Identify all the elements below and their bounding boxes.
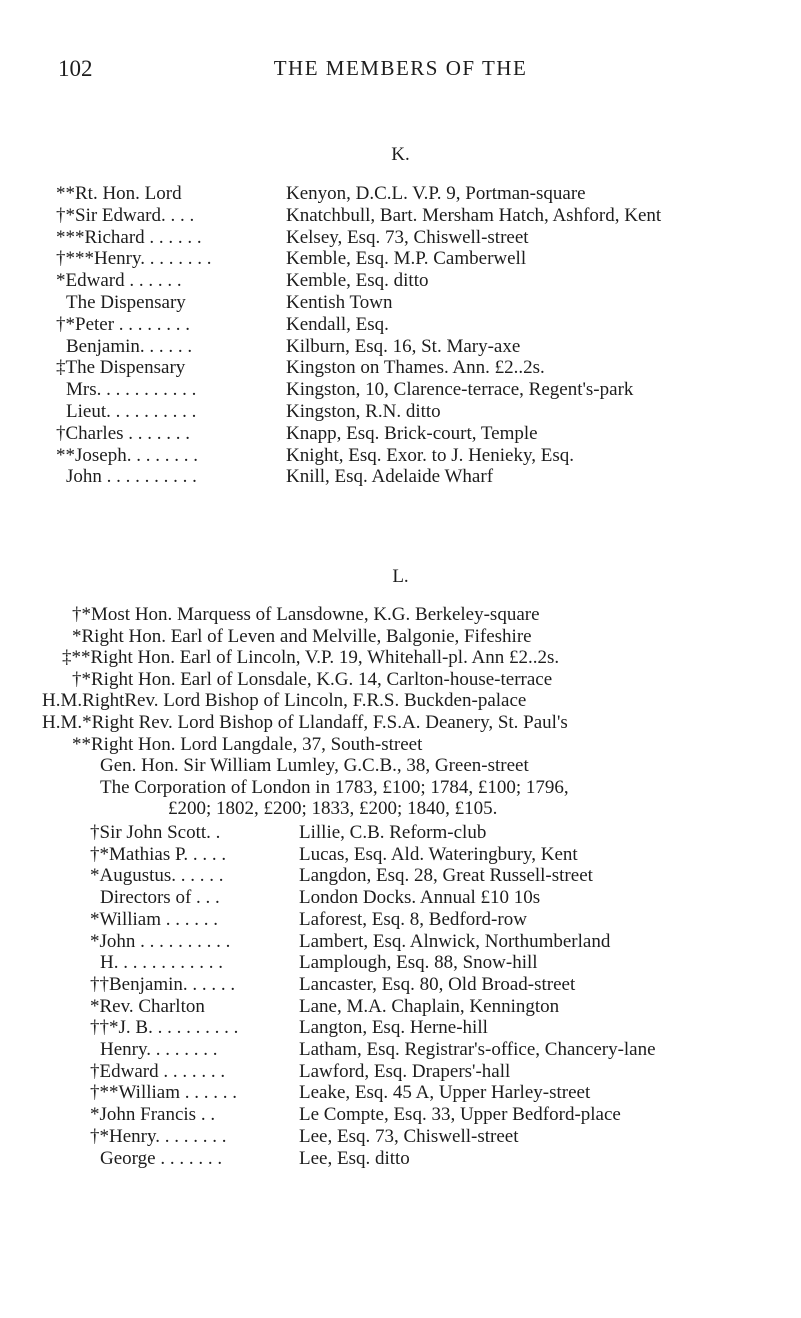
- list-line: Gen. Hon. Sir William Lumley, G.C.B., 38, Green-street: [100, 755, 529, 777]
- entry-detail: Kingston, R.N. ditto: [286, 401, 441, 422]
- section-letter-l: L.: [392, 566, 409, 587]
- list-entry: [0, 1017, 801, 1039]
- entry-name: †Sir John Scott. .: [90, 822, 221, 843]
- entry-detail: Lamplough, Esq. 88, Snow-hill: [299, 952, 538, 974]
- entry-detail: Lillie, C.B. Reform-club: [299, 822, 487, 843]
- list-entry: [0, 314, 801, 336]
- entry-detail: Kenyon, D.C.L. V.P. 9, Portman-square: [286, 183, 586, 204]
- entry-name: George . . . . . . .: [100, 1147, 223, 1169]
- list-entry: [0, 248, 801, 270]
- list-line: The Corporation of London in 1783, £100; 1784, £100; 1796,: [100, 776, 569, 798]
- entry-detail: Kemble, Esq. ditto: [286, 270, 429, 292]
- entry-name: †***Henry. . . . . . . .: [56, 248, 212, 270]
- entry-detail: Kemble, Esq. M.P. Camberwell: [286, 248, 527, 270]
- list-entry: [0, 1061, 801, 1083]
- entry-name: ††Benjamin. . . . . .: [90, 973, 236, 995]
- list-line: †*Right Hon. Earl of Lonsdale, K.G. 14, Carlton-house-terrace: [72, 668, 553, 690]
- page-number: 102: [58, 56, 93, 81]
- list-line: †*Most Hon. Marquess of Lansdowne, K.G. Berkeley-square: [72, 604, 540, 625]
- entry-name: †*Sir Edward. . . .: [56, 204, 195, 226]
- entry-name: **Rt. Hon. Lord: [56, 183, 182, 204]
- list-line: *Right Hon. Earl of Leven and Melville, Balgonie, Fifeshire: [72, 625, 532, 647]
- list-entry: [0, 336, 801, 358]
- section-letter-k: K.: [391, 144, 410, 165]
- list-entry: [0, 423, 801, 445]
- entry-detail: Kentish Town: [286, 292, 393, 313]
- entry-name: *Edward . . . . . .: [56, 270, 182, 292]
- list-entry: [0, 445, 801, 467]
- list-entry: [0, 466, 801, 488]
- list-entry: [0, 931, 801, 953]
- entry-detail: Kilburn, Esq. 16, St. Mary-axe: [286, 335, 521, 357]
- entry-name: *William . . . . . .: [90, 908, 218, 930]
- entry-name: **Joseph. . . . . . . .: [56, 444, 198, 466]
- running-title: THE MEMBERS OF THE: [273, 56, 528, 80]
- entry-detail: Knapp, Esq. Brick-court, Temple: [286, 422, 538, 444]
- list-entry: [0, 357, 801, 379]
- page-header: [58, 56, 743, 86]
- entry-name: Directors of . . .: [100, 887, 220, 909]
- entry-detail: Langdon, Esq. 28, Great Russell-street: [299, 865, 593, 887]
- entry-name: *Augustus. . . . . .: [90, 865, 224, 887]
- list-line: H.M.*Right Rev. Lord Bishop of Llandaff, F.S.A. Deanery, St. Paul's: [42, 712, 568, 733]
- entry-detail: Lancaster, Esq. 80, Old Broad-street: [299, 973, 576, 995]
- entry-name: †*Peter . . . . . . . .: [56, 313, 191, 335]
- entry-detail: Lawford, Esq. Drapers'-hall: [299, 1060, 511, 1082]
- entry-name: *Rev. Charlton: [90, 995, 205, 1017]
- entry-detail: Latham, Esq. Registrar's-office, Chancery-lane: [299, 1039, 656, 1060]
- list-entry: [0, 1082, 801, 1104]
- list-line: **Right Hon. Lord Langdale, 37, South-street: [72, 733, 423, 755]
- entry-name: ††*J. B. . . . . . . . . .: [90, 1017, 239, 1039]
- list-line: £200; 1802, £200; 1833, £200; 1840, £105.: [168, 798, 498, 820]
- entry-name: The Dispensary: [66, 292, 186, 313]
- list-entry: [0, 1148, 801, 1170]
- entry-name: †*Mathias P. . . . .: [90, 843, 227, 865]
- list-entry: [0, 401, 801, 423]
- list-entry: [0, 909, 801, 931]
- entry-detail: Lucas, Esq. Ald. Wateringbury, Kent: [299, 843, 578, 865]
- entry-name: ‡The Dispensary: [56, 357, 186, 379]
- list-entry: [0, 1126, 801, 1148]
- entry-detail: Kelsey, Esq. 73, Chiswell-street: [286, 226, 529, 248]
- entry-name: Lieut. . . . . . . . . .: [66, 401, 197, 422]
- list-entry: [0, 227, 801, 249]
- list-entry: [0, 379, 801, 401]
- entry-name: †Charles . . . . . . .: [56, 422, 191, 444]
- list-entry: [0, 974, 801, 996]
- list-entry: [0, 1104, 801, 1126]
- entry-detail: Leake, Esq. 45 A, Upper Harley-street: [299, 1082, 591, 1104]
- entry-detail: Langton, Esq. Herne-hill: [299, 1017, 488, 1039]
- list-entry: [0, 996, 801, 1018]
- entry-name: †Edward . . . . . . .: [90, 1060, 226, 1082]
- entry-name: John . . . . . . . . . .: [66, 466, 197, 488]
- list-entry: [0, 844, 801, 866]
- entry-name: Benjamin. . . . . .: [66, 335, 193, 357]
- list-entry: [0, 1039, 801, 1061]
- entry-detail: Knill, Esq. Adelaide Wharf: [286, 466, 494, 488]
- entry-detail: Lee, Esq. ditto: [299, 1147, 410, 1169]
- entry-name: Mrs. . . . . . . . . . .: [66, 379, 197, 401]
- list-entry: [0, 183, 801, 205]
- entry-detail: Knatchbull, Bart. Mersham Hatch, Ashford, Kent: [286, 204, 662, 226]
- list-line: H.M.RightRev. Lord Bishop of Lincoln, F.R.S. Buckden-palace: [42, 690, 527, 712]
- entry-name: H. . . . . . . . . . . .: [100, 952, 223, 974]
- entry-name: Henry. . . . . . . .: [100, 1039, 218, 1060]
- list-entry: [0, 865, 801, 887]
- entry-name: *John Francis . .: [90, 1104, 216, 1126]
- entry-detail: Lambert, Esq. Alnwick, Northumberland: [299, 930, 611, 952]
- entry-detail: Kendall, Esq.: [286, 313, 389, 335]
- entry-name: *John . . . . . . . . . .: [90, 930, 231, 952]
- entry-detail: Le Compte, Esq. 33, Upper Bedford-place: [299, 1104, 621, 1126]
- entry-name: ***Richard . . . . . .: [56, 226, 202, 248]
- entry-detail: Kingston, 10, Clarence-terrace, Regent's-park: [286, 379, 634, 401]
- entry-detail: Laforest, Esq. 8, Bedford-row: [299, 908, 527, 930]
- entry-detail: Lane, M.A. Chaplain, Kennington: [299, 995, 560, 1017]
- entry-detail: Knight, Esq. Exor. to J. Henieky, Esq.: [286, 444, 574, 466]
- list-entry: [0, 952, 801, 974]
- entry-detail: Lee, Esq. 73, Chiswell-street: [299, 1125, 519, 1147]
- list-line: ‡**Right Hon. Earl of Lincoln, V.P. 19, Whitehall-pl. Ann £2..2s.: [62, 647, 560, 669]
- list-entry: [0, 887, 801, 909]
- list-entry: [0, 822, 801, 844]
- list-entry: [0, 292, 801, 314]
- entry-detail: London Docks. Annual £10 10s: [299, 887, 541, 909]
- entry-name: †**William . . . . . .: [90, 1082, 237, 1104]
- entry-name: †*Henry. . . . . . . .: [90, 1125, 227, 1147]
- list-entry: [0, 270, 801, 292]
- list-entry: [0, 205, 801, 227]
- entry-detail: Kingston on Thames. Ann. £2..2s.: [286, 357, 545, 379]
